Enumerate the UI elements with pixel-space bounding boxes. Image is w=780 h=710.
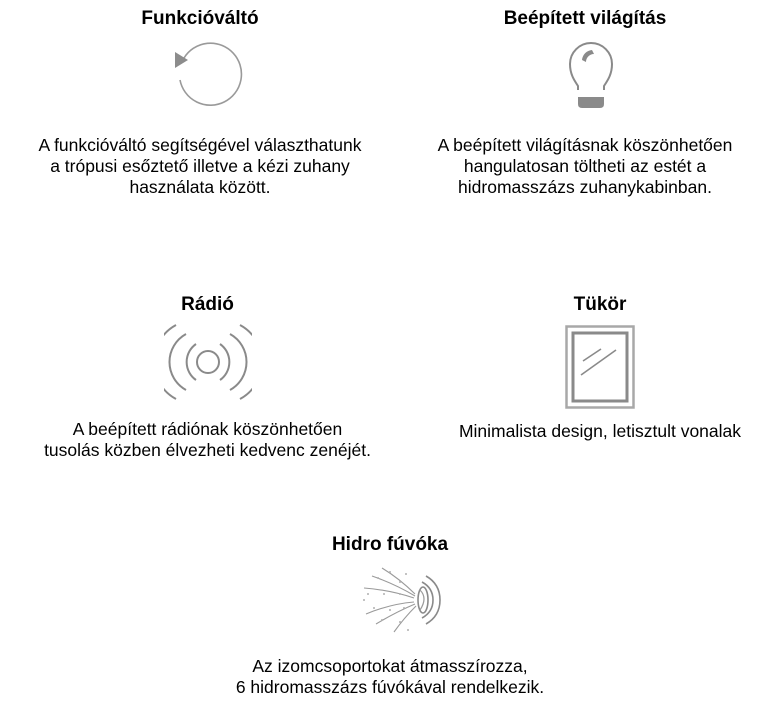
description-line: tusolás közben élvezheti kedvenc zenéjét. (44, 440, 371, 460)
feature-funkciovalto (0, 0, 400, 200)
feature-description (390, 135, 780, 198)
lightbulb-icon (568, 40, 614, 110)
feature-tukor (420, 280, 780, 470)
description-line: 6 hidromasszázs fúvókával rendelkezik. (235, 677, 545, 697)
mirror-icon (565, 325, 635, 409)
feature-description (190, 656, 590, 698)
description-line: használata között. (129, 177, 271, 197)
description-line: a trópusi esőztető illetve a kézi zuhany (50, 156, 350, 176)
feature-description (0, 419, 415, 461)
description-line: hangulatosan töltheti az estét a (463, 156, 707, 176)
radio-waves-icon (164, 322, 252, 402)
water-jet-nozzle-icon (360, 564, 444, 636)
feature-title: Hidro fúvóka (331, 534, 449, 555)
feature-title: Tükör (573, 294, 627, 315)
description-line: A funkcióváltó segítségével választhatunk (38, 135, 362, 155)
feature-hidro (190, 520, 590, 710)
feature-title: Beépített világítás (503, 8, 667, 29)
rotate-arrow-icon (170, 38, 246, 106)
description-line: Minimalista design, letisztult vonalak (458, 421, 742, 441)
description-line: A beépített rádiónak köszönhetően (72, 419, 343, 439)
description-line: A beépített világításnak köszönhetően (437, 135, 733, 155)
description-line: Az izomcsoportokat átmasszírozza, (252, 656, 528, 676)
feature-vilagitas (390, 0, 780, 200)
feature-title: Funkcióváltó (141, 8, 259, 29)
feature-radio (0, 280, 415, 470)
feature-description (420, 421, 780, 442)
description-line: hidromasszázs zuhanykabinban. (458, 177, 712, 197)
feature-title: Rádió (181, 294, 234, 315)
feature-description (0, 135, 400, 198)
